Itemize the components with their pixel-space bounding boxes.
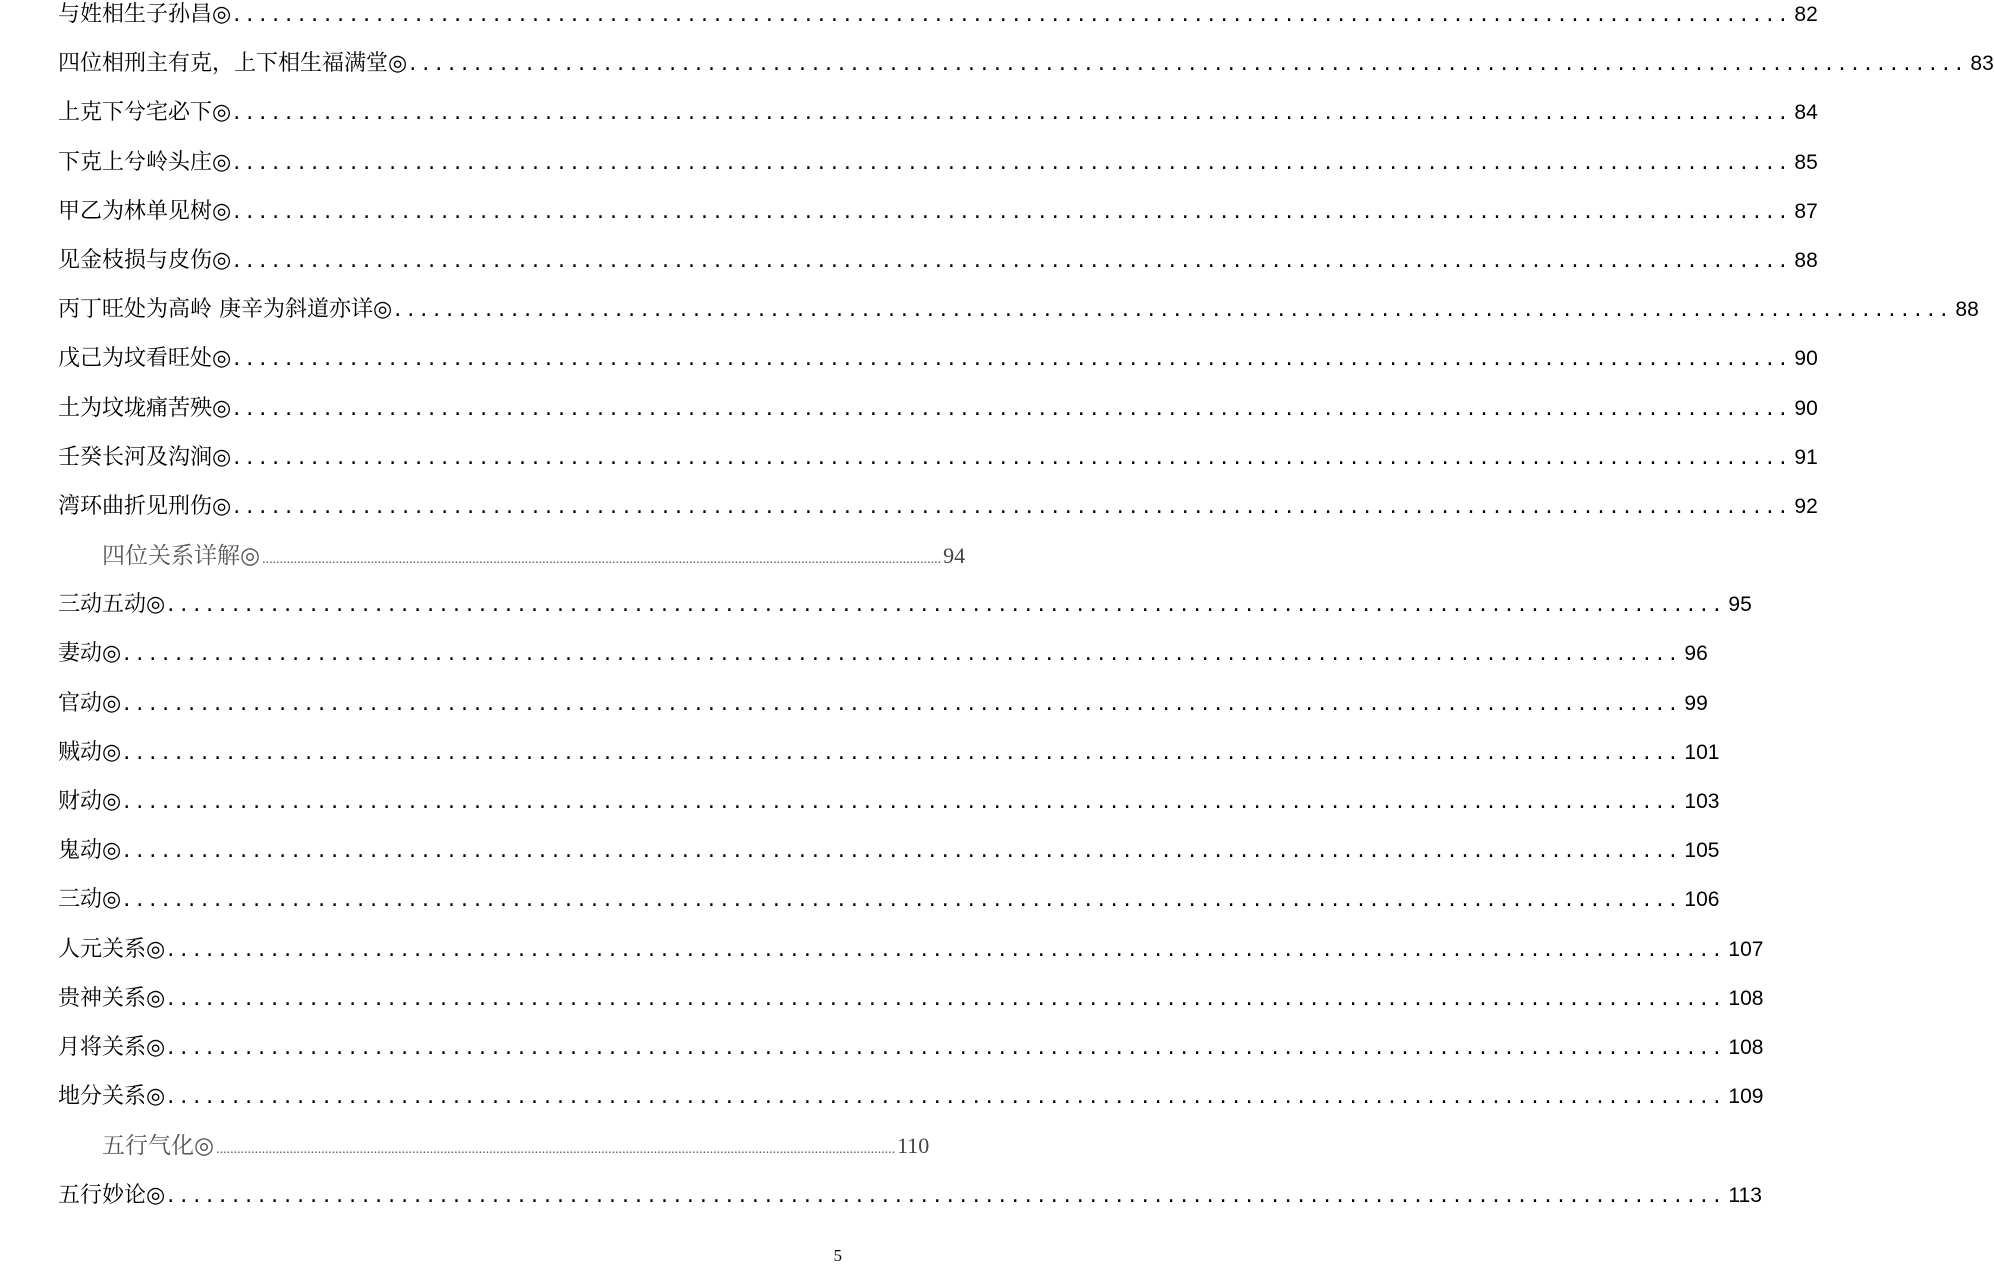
toc-entry-page: 92 (1794, 494, 1818, 518)
toc-entry-title: 月将关系◎ (58, 1034, 166, 1060)
page-number: 5 (833, 1246, 842, 1265)
toc-dot-leader: ........................................................................................................................ (233, 198, 1793, 224)
toc-entry-page: 96 (1684, 642, 1708, 666)
toc-entry-title: 四位关系详解◎ (102, 543, 261, 569)
toc-dot-leader: ........................................................................................................................ (233, 493, 1793, 519)
toc-entry-page: 82 (1794, 3, 1818, 26)
toc-entry-page: 94 (943, 543, 966, 569)
toc-entry-title: 贼动◎ (58, 739, 122, 765)
toc-entry-page: 88 (1794, 248, 1818, 272)
toc-entry-page: 90 (1794, 347, 1818, 371)
toc-entry-title: 见金枝损与皮伤◎ (58, 247, 232, 273)
toc-dot-leader: ........................................................................................................................ (233, 149, 1793, 175)
toc-entry-page: 91 (1794, 445, 1818, 469)
toc-entry[interactable] (58, 295, 1979, 344)
toc-entry[interactable] (58, 590, 1752, 639)
toc-entry-title: 四位相刑主有克，上下相生福满堂◎ (58, 51, 408, 77)
toc-entry-page: 101 (1684, 740, 1720, 764)
toc-dot-leader: ........................................................................................................................ (123, 887, 1683, 913)
toc-entry-title: 下克上兮岭头庄◎ (58, 149, 232, 175)
toc-entry[interactable] (58, 98, 1818, 147)
toc-dot-leader: ........................................................................................................................ (167, 592, 1727, 618)
toc-entry-title: 五行气化◎ (102, 1133, 215, 1159)
toc-entry-page: 103 (1684, 790, 1720, 813)
toc-entry-page: 95 (1728, 593, 1752, 617)
toc-entry-page: 113 (1728, 1183, 1762, 1207)
toc-dot-leader: .................................................................................................................................................................................................. (262, 552, 942, 568)
toc-entry[interactable] (58, 197, 1818, 246)
toc-dot-leader: ........................................................................................................................ (123, 739, 1683, 765)
toc-entry-page: 84 (1794, 101, 1818, 125)
toc-entry[interactable] (58, 344, 1818, 393)
toc-subentry[interactable] (58, 541, 966, 590)
toc-entry-title: 贵神关系◎ (58, 985, 166, 1011)
toc-dot-leader: ........................................................................................................................ (233, 395, 1793, 421)
toc-entry-page: 106 (1684, 888, 1720, 912)
toc-dot-leader: ........................................................................................................................ (167, 1084, 1727, 1110)
toc-entry[interactable] (58, 1082, 1764, 1131)
toc-entry-title: 湾环曲折见刑伤◎ (58, 493, 232, 519)
toc-entry[interactable] (58, 0, 1818, 49)
toc-entry[interactable] (58, 1033, 1764, 1082)
toc-entry[interactable] (58, 935, 1764, 984)
toc-entry-page: 87 (1794, 199, 1818, 223)
toc-entry-title: 上克下兮宅必下◎ (58, 100, 232, 126)
toc-entry[interactable] (58, 246, 1818, 295)
toc-entry[interactable] (58, 787, 1720, 836)
toc-entry-title: 五行妙论◎ (58, 1182, 166, 1208)
toc-entry-title: 与姓相生子孙昌◎ (58, 2, 232, 27)
toc-entry-page: 88 (1955, 298, 1979, 322)
toc-dot-leader: ........................................................................................................................ (167, 985, 1727, 1011)
toc-entry[interactable] (58, 492, 1818, 541)
toc-dot-leader: ........................................................................................................................ (233, 346, 1793, 372)
toc-entry-page: 110 (897, 1133, 930, 1159)
toc-entry[interactable] (58, 984, 1764, 1033)
toc-entry-title: 三动◎ (58, 887, 122, 913)
toc-entry[interactable] (58, 738, 1720, 787)
toc-entry[interactable] (58, 394, 1818, 443)
toc-dot-leader: ........................................................................................................................ (167, 936, 1727, 962)
toc-entry-page: 105 (1684, 839, 1720, 863)
toc-entry-page: 99 (1684, 691, 1708, 715)
toc-dot-leader: ........................................................................................................................ (123, 641, 1683, 667)
toc-entry-page: 85 (1794, 150, 1818, 174)
toc-dot-leader: ........................................................................................................................ (167, 1034, 1727, 1060)
toc-entry-title: 人元关系◎ (58, 936, 166, 962)
toc-entry[interactable] (58, 49, 1994, 98)
toc-dot-leader: ........................................................................................................................ (394, 297, 1954, 323)
toc-dot-leader: .................................................................................................................................................................................................. (216, 1142, 896, 1158)
toc-dot-leader: ........................................................................................................................ (123, 789, 1683, 814)
toc-entry-title: 鬼动◎ (58, 838, 122, 864)
toc-entry-title: 财动◎ (58, 789, 122, 814)
toc-entry-title: 地分关系◎ (58, 1084, 166, 1110)
toc-entry-title: 壬癸长河及沟涧◎ (58, 444, 232, 470)
toc-entry[interactable] (58, 885, 1720, 934)
toc-dot-leader: ........................................................................................................................ (233, 100, 1793, 126)
toc-entry-title: 戊己为坟看旺处◎ (58, 346, 232, 372)
toc-entry-title: 官动◎ (58, 690, 122, 716)
table-of-contents (58, 0, 1994, 1230)
toc-entry-page: 107 (1728, 937, 1764, 961)
toc-entry-title: 三动五动◎ (58, 592, 166, 618)
toc-dot-leader: ........................................................................................................................ (233, 2, 1793, 27)
toc-dot-leader: ........................................................................................................................ (233, 444, 1793, 470)
toc-entry-page: 108 (1728, 1035, 1764, 1059)
toc-entry[interactable] (58, 1181, 1762, 1230)
toc-entry[interactable] (58, 639, 1708, 688)
toc-dot-leader: ........................................................................................................................ (167, 1182, 1727, 1208)
toc-entry-page: 109 (1728, 1085, 1764, 1109)
toc-entry-page: 90 (1794, 396, 1818, 420)
toc-entry-page: 83 (1970, 52, 1994, 76)
toc-dot-leader: ........................................................................................................................ (123, 690, 1683, 716)
toc-entry-title: 丙丁旺处为高岭 庚辛为斜道亦详◎ (58, 297, 393, 323)
toc-entry-title: 土为坟垅痛苦殃◎ (58, 395, 232, 421)
toc-entry-page: 108 (1728, 986, 1764, 1010)
toc-entry[interactable] (58, 148, 1818, 197)
toc-dot-leader: ........................................................................................................................ (123, 838, 1683, 864)
toc-subentry[interactable] (58, 1131, 930, 1180)
toc-entry[interactable] (58, 689, 1708, 738)
toc-dot-leader: ........................................................................................................................ (233, 247, 1793, 273)
toc-entry-title: 甲乙为林单见树◎ (58, 198, 232, 224)
toc-dot-leader: ........................................................................................................................ (409, 51, 1969, 77)
toc-entry[interactable] (58, 836, 1720, 885)
toc-entry-title: 妻动◎ (58, 641, 122, 667)
toc-entry[interactable] (58, 443, 1818, 492)
